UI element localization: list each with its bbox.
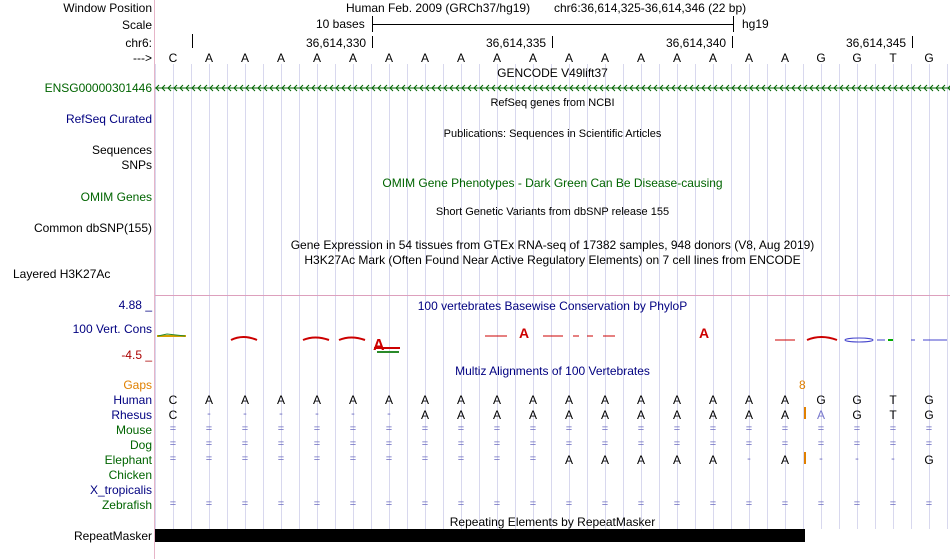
ruler-tick <box>552 36 553 48</box>
base: A <box>672 51 681 65</box>
aligned-base: A <box>672 393 681 407</box>
aligned-base: = <box>817 498 825 510</box>
base: G <box>924 51 934 65</box>
repeatmasker-track-title: Repeating Elements by RepeatMasker <box>449 515 656 529</box>
aligned-base: = <box>241 438 249 450</box>
aligned-base: A <box>744 393 753 407</box>
aligned-base: = <box>169 438 177 450</box>
phylop-track-title: 100 vertebrates Basewise Conservation by PhyloP <box>417 299 688 313</box>
aligned-base: G <box>924 393 934 407</box>
aligned-base: A <box>564 408 573 422</box>
aligned-base: = <box>745 423 753 435</box>
base: C <box>168 51 178 65</box>
aligned-base: A <box>420 408 429 422</box>
aligned-base: = <box>241 498 249 510</box>
species-label[interactable]: Mouse <box>115 423 152 437</box>
repeatmasker-label[interactable]: RepeatMasker <box>73 529 152 543</box>
aligned-base: = <box>169 453 177 465</box>
ruler-tick <box>912 36 913 48</box>
aligned-base: - <box>891 453 895 465</box>
aligned-base: = <box>277 498 285 510</box>
aligned-base: = <box>925 423 933 435</box>
aligned-base: A <box>204 393 213 407</box>
base: A <box>420 51 429 65</box>
aligned-base: - <box>855 453 859 465</box>
base: A <box>312 51 321 65</box>
dbsnp-track-title: Short Genetic Variants from dbSNP release 155 <box>435 206 670 218</box>
aligned-base: = <box>349 423 357 435</box>
aligned-base: A <box>744 408 753 422</box>
base: G <box>816 51 826 65</box>
aligned-base: G <box>924 408 934 422</box>
ruler-tick <box>732 36 733 48</box>
aligned-base: = <box>493 423 501 435</box>
aligned-base: = <box>205 438 213 450</box>
common-dbsnp-label[interactable]: Common dbSNP(155) <box>33 221 152 235</box>
aligned-base: = <box>241 423 249 435</box>
gap-marker <box>804 452 806 464</box>
base: A <box>384 51 393 65</box>
assembly-label: Human Feb. 2009 (GRCh37/hg19) <box>346 1 531 15</box>
aligned-base: A <box>492 393 501 407</box>
base: A <box>492 51 501 65</box>
aligned-base: G <box>924 453 934 467</box>
gencode-gene-svg <box>155 81 950 95</box>
aligned-base: = <box>925 438 933 450</box>
aligned-base: = <box>205 453 213 465</box>
aligned-base: = <box>853 438 861 450</box>
aligned-base: = <box>709 438 717 450</box>
aligned-base: A <box>492 408 501 422</box>
aligned-base: A <box>564 453 573 467</box>
aligned-base: A <box>312 393 321 407</box>
species-label[interactable]: Zebrafish <box>101 498 152 512</box>
aligned-base: = <box>493 498 501 510</box>
refseq-curated-label[interactable]: RefSeq Curated <box>65 112 152 126</box>
aligned-base: = <box>673 438 681 450</box>
species-label[interactable]: Chicken <box>108 468 152 482</box>
aligned-base: A <box>636 408 645 422</box>
aligned-base: = <box>565 438 573 450</box>
base: A <box>348 51 357 65</box>
aligned-base: = <box>853 498 861 510</box>
aligned-base: A <box>420 393 429 407</box>
aligned-base: A <box>384 393 393 407</box>
strand-arrow-label: ---> <box>133 51 152 65</box>
aligned-base: = <box>205 498 213 510</box>
aligned-base: = <box>457 423 465 435</box>
gencode-gene-label[interactable]: ENSG00000301446 <box>44 81 152 95</box>
aligned-base: = <box>637 438 645 450</box>
species-label[interactable]: Rhesus <box>111 408 152 422</box>
aligned-base: = <box>889 498 897 510</box>
gencode-gene-model[interactable] <box>155 81 950 95</box>
gtex-track-title: Gene Expression in 54 tissues from GTEx RNA-seq of 17382 samples, 948 donors (V8, Aug 2019) <box>290 238 815 252</box>
aligned-base: A <box>780 393 789 407</box>
aligned-base: A <box>600 453 609 467</box>
aligned-base: = <box>817 438 825 450</box>
aligned-base: = <box>421 423 429 435</box>
aligned-base: = <box>313 423 321 435</box>
aligned-base: = <box>349 453 357 465</box>
gap-marker <box>804 407 806 419</box>
aligned-base: A <box>672 408 681 422</box>
position-label[interactable]: chr6:36,614,325-36,614,346 (22 bp) <box>554 1 747 15</box>
base: A <box>636 51 645 65</box>
aligned-base: A <box>780 453 789 467</box>
aligned-base: A <box>348 393 357 407</box>
aligned-base: G <box>852 393 862 407</box>
svg-text:A: A <box>373 337 385 354</box>
aligned-base: = <box>673 423 681 435</box>
aligned-base: = <box>925 498 933 510</box>
chr-label: chr6: <box>125 36 152 50</box>
aligned-base: - <box>351 408 355 420</box>
aligned-base: = <box>529 498 537 510</box>
aligned-base: = <box>385 423 393 435</box>
aligned-base: - <box>207 408 211 420</box>
aligned-base: = <box>205 423 213 435</box>
base: A <box>600 51 609 65</box>
aligned-base: = <box>457 453 465 465</box>
ruler-pos-4: 36,614,345 <box>846 36 907 50</box>
aligned-base: A <box>276 393 285 407</box>
base: A <box>240 51 249 65</box>
aligned-base: = <box>889 438 897 450</box>
aligned-base: - <box>243 408 247 420</box>
aligned-base: = <box>781 498 789 510</box>
cons-max-label: 4.88 _ <box>118 298 152 312</box>
aligned-base: G <box>816 393 826 407</box>
h3k27ac-track-title: H3K27Ac Mark (Often Found Near Active Regulatory Elements) on 7 cell lines from ENCODE <box>304 253 801 267</box>
aligned-base: = <box>277 438 285 450</box>
aligned-base: = <box>889 423 897 435</box>
aligned-base: = <box>349 438 357 450</box>
aligned-base: A <box>672 453 681 467</box>
aligned-base: = <box>385 498 393 510</box>
scale-label: Scale <box>121 18 152 32</box>
layered-h3k27ac-label[interactable]: Layered H3K27Ac <box>13 267 111 281</box>
aligned-base: T <box>889 408 897 422</box>
aligned-base: = <box>601 423 609 435</box>
aligned-base: C <box>168 393 178 407</box>
publications-track-title: Publications: Sequences in Scientific Articles <box>443 128 662 140</box>
aligned-base: = <box>421 438 429 450</box>
base: A <box>744 51 753 65</box>
aligned-base: = <box>637 423 645 435</box>
omim-genes-label[interactable]: OMIM Genes <box>80 190 152 204</box>
aligned-base: - <box>387 408 391 420</box>
aligned-base: A <box>816 408 825 422</box>
aligned-base: = <box>277 423 285 435</box>
svg-text:A: A <box>519 325 530 341</box>
aligned-base: = <box>853 423 861 435</box>
aligned-base: = <box>781 423 789 435</box>
base: A <box>528 51 537 65</box>
aligned-base: = <box>709 423 717 435</box>
aligned-base: = <box>529 423 537 435</box>
aligned-base: A <box>456 393 465 407</box>
aligned-base: = <box>493 438 501 450</box>
scale-db-label: hg19 <box>742 17 769 31</box>
aligned-base: = <box>601 438 609 450</box>
aligned-base: = <box>673 498 681 510</box>
gencode-track-title: GENCODE V49lift37 <box>497 66 608 80</box>
aligned-base: = <box>745 498 753 510</box>
svg-text:A: A <box>699 325 710 341</box>
aligned-base: A <box>564 393 573 407</box>
aligned-base: = <box>457 498 465 510</box>
species-label[interactable]: X_tropicalis <box>89 483 152 497</box>
scale-bar-text: 10 bases <box>316 17 365 31</box>
refseq-track-title: RefSeq genes from NCBI <box>490 97 615 109</box>
aligned-base: = <box>241 453 249 465</box>
aligned-base: = <box>745 438 753 450</box>
aligned-base: = <box>781 438 789 450</box>
base: A <box>276 51 285 65</box>
phylop-signal-svg <box>155 322 950 358</box>
sequences-label[interactable]: Sequences <box>91 143 152 157</box>
aligned-base: = <box>313 438 321 450</box>
aligned-base: - <box>819 453 823 465</box>
omim-track-title: OMIM Gene Phenotypes - Dark Green Can Be Disease-causing <box>382 176 723 190</box>
aligned-base: T <box>889 393 897 407</box>
scale-bar-left-tick <box>372 16 373 32</box>
cons-min-label: -4.5 _ <box>121 348 152 362</box>
aligned-base: = <box>529 453 537 465</box>
aligned-base: = <box>169 498 177 510</box>
aligned-base: = <box>385 453 393 465</box>
aligned-base: A <box>600 408 609 422</box>
scale-bar-right-tick <box>733 16 734 32</box>
aligned-base: A <box>780 408 789 422</box>
snps-label[interactable]: SNPs <box>121 158 152 172</box>
aligned-base: - <box>279 408 283 420</box>
aligned-base: = <box>637 498 645 510</box>
base: A <box>456 51 465 65</box>
base: A <box>204 51 213 65</box>
aligned-base: = <box>313 453 321 465</box>
species-label[interactable]: Human <box>113 393 152 407</box>
repeatmasker-block[interactable] <box>155 529 805 542</box>
aligned-base: = <box>169 423 177 435</box>
multiz-track-title: Multiz Alignments of 100 Vertebrates <box>455 364 650 378</box>
aligned-base: = <box>529 438 537 450</box>
ruler-tick <box>372 36 373 48</box>
ruler-tick <box>192 34 193 48</box>
window-position-label: Window Position <box>63 1 152 15</box>
ruler-pos-1: 36,614,330 <box>306 36 367 50</box>
aligned-base: = <box>385 438 393 450</box>
aligned-base: - <box>747 453 751 465</box>
aligned-base: = <box>457 438 465 450</box>
scale-bar <box>372 24 733 25</box>
aligned-base: = <box>349 498 357 510</box>
aligned-base: A <box>528 408 537 422</box>
aligned-base: A <box>600 393 609 407</box>
cons-track-label[interactable]: 100 Vert. Cons <box>72 322 152 336</box>
aligned-base: = <box>709 498 717 510</box>
species-label[interactable]: Dog <box>129 438 152 452</box>
aligned-base: = <box>817 423 825 435</box>
base: A <box>708 51 717 65</box>
cons-top-line <box>155 295 950 296</box>
gaps-label[interactable]: Gaps <box>123 378 152 392</box>
species-label[interactable]: Elephant <box>104 453 152 467</box>
aligned-base: G <box>852 408 862 422</box>
aligned-base: A <box>708 408 717 422</box>
aligned-base: A <box>636 393 645 407</box>
aligned-base: C <box>168 408 178 422</box>
aligned-base: A <box>708 393 717 407</box>
base: G <box>852 51 862 65</box>
aligned-base: A <box>240 393 249 407</box>
aligned-base: A <box>636 453 645 467</box>
aligned-base: = <box>421 498 429 510</box>
base: T <box>889 51 897 65</box>
aligned-base: - <box>315 408 319 420</box>
aligned-base: = <box>493 453 501 465</box>
gap-count: 8 <box>799 378 806 392</box>
aligned-base: = <box>421 453 429 465</box>
phylop-signal[interactable] <box>155 322 950 358</box>
aligned-base: A <box>708 453 717 467</box>
aligned-base: = <box>601 498 609 510</box>
aligned-base: = <box>565 423 573 435</box>
aligned-base: = <box>565 498 573 510</box>
ruler-pos-2: 36,614,335 <box>486 36 547 50</box>
ruler-pos-3: 36,614,340 <box>666 36 727 50</box>
aligned-base: A <box>456 408 465 422</box>
aligned-base: = <box>313 498 321 510</box>
aligned-base: A <box>528 393 537 407</box>
base: A <box>780 51 789 65</box>
base: A <box>564 51 573 65</box>
aligned-base: = <box>277 453 285 465</box>
